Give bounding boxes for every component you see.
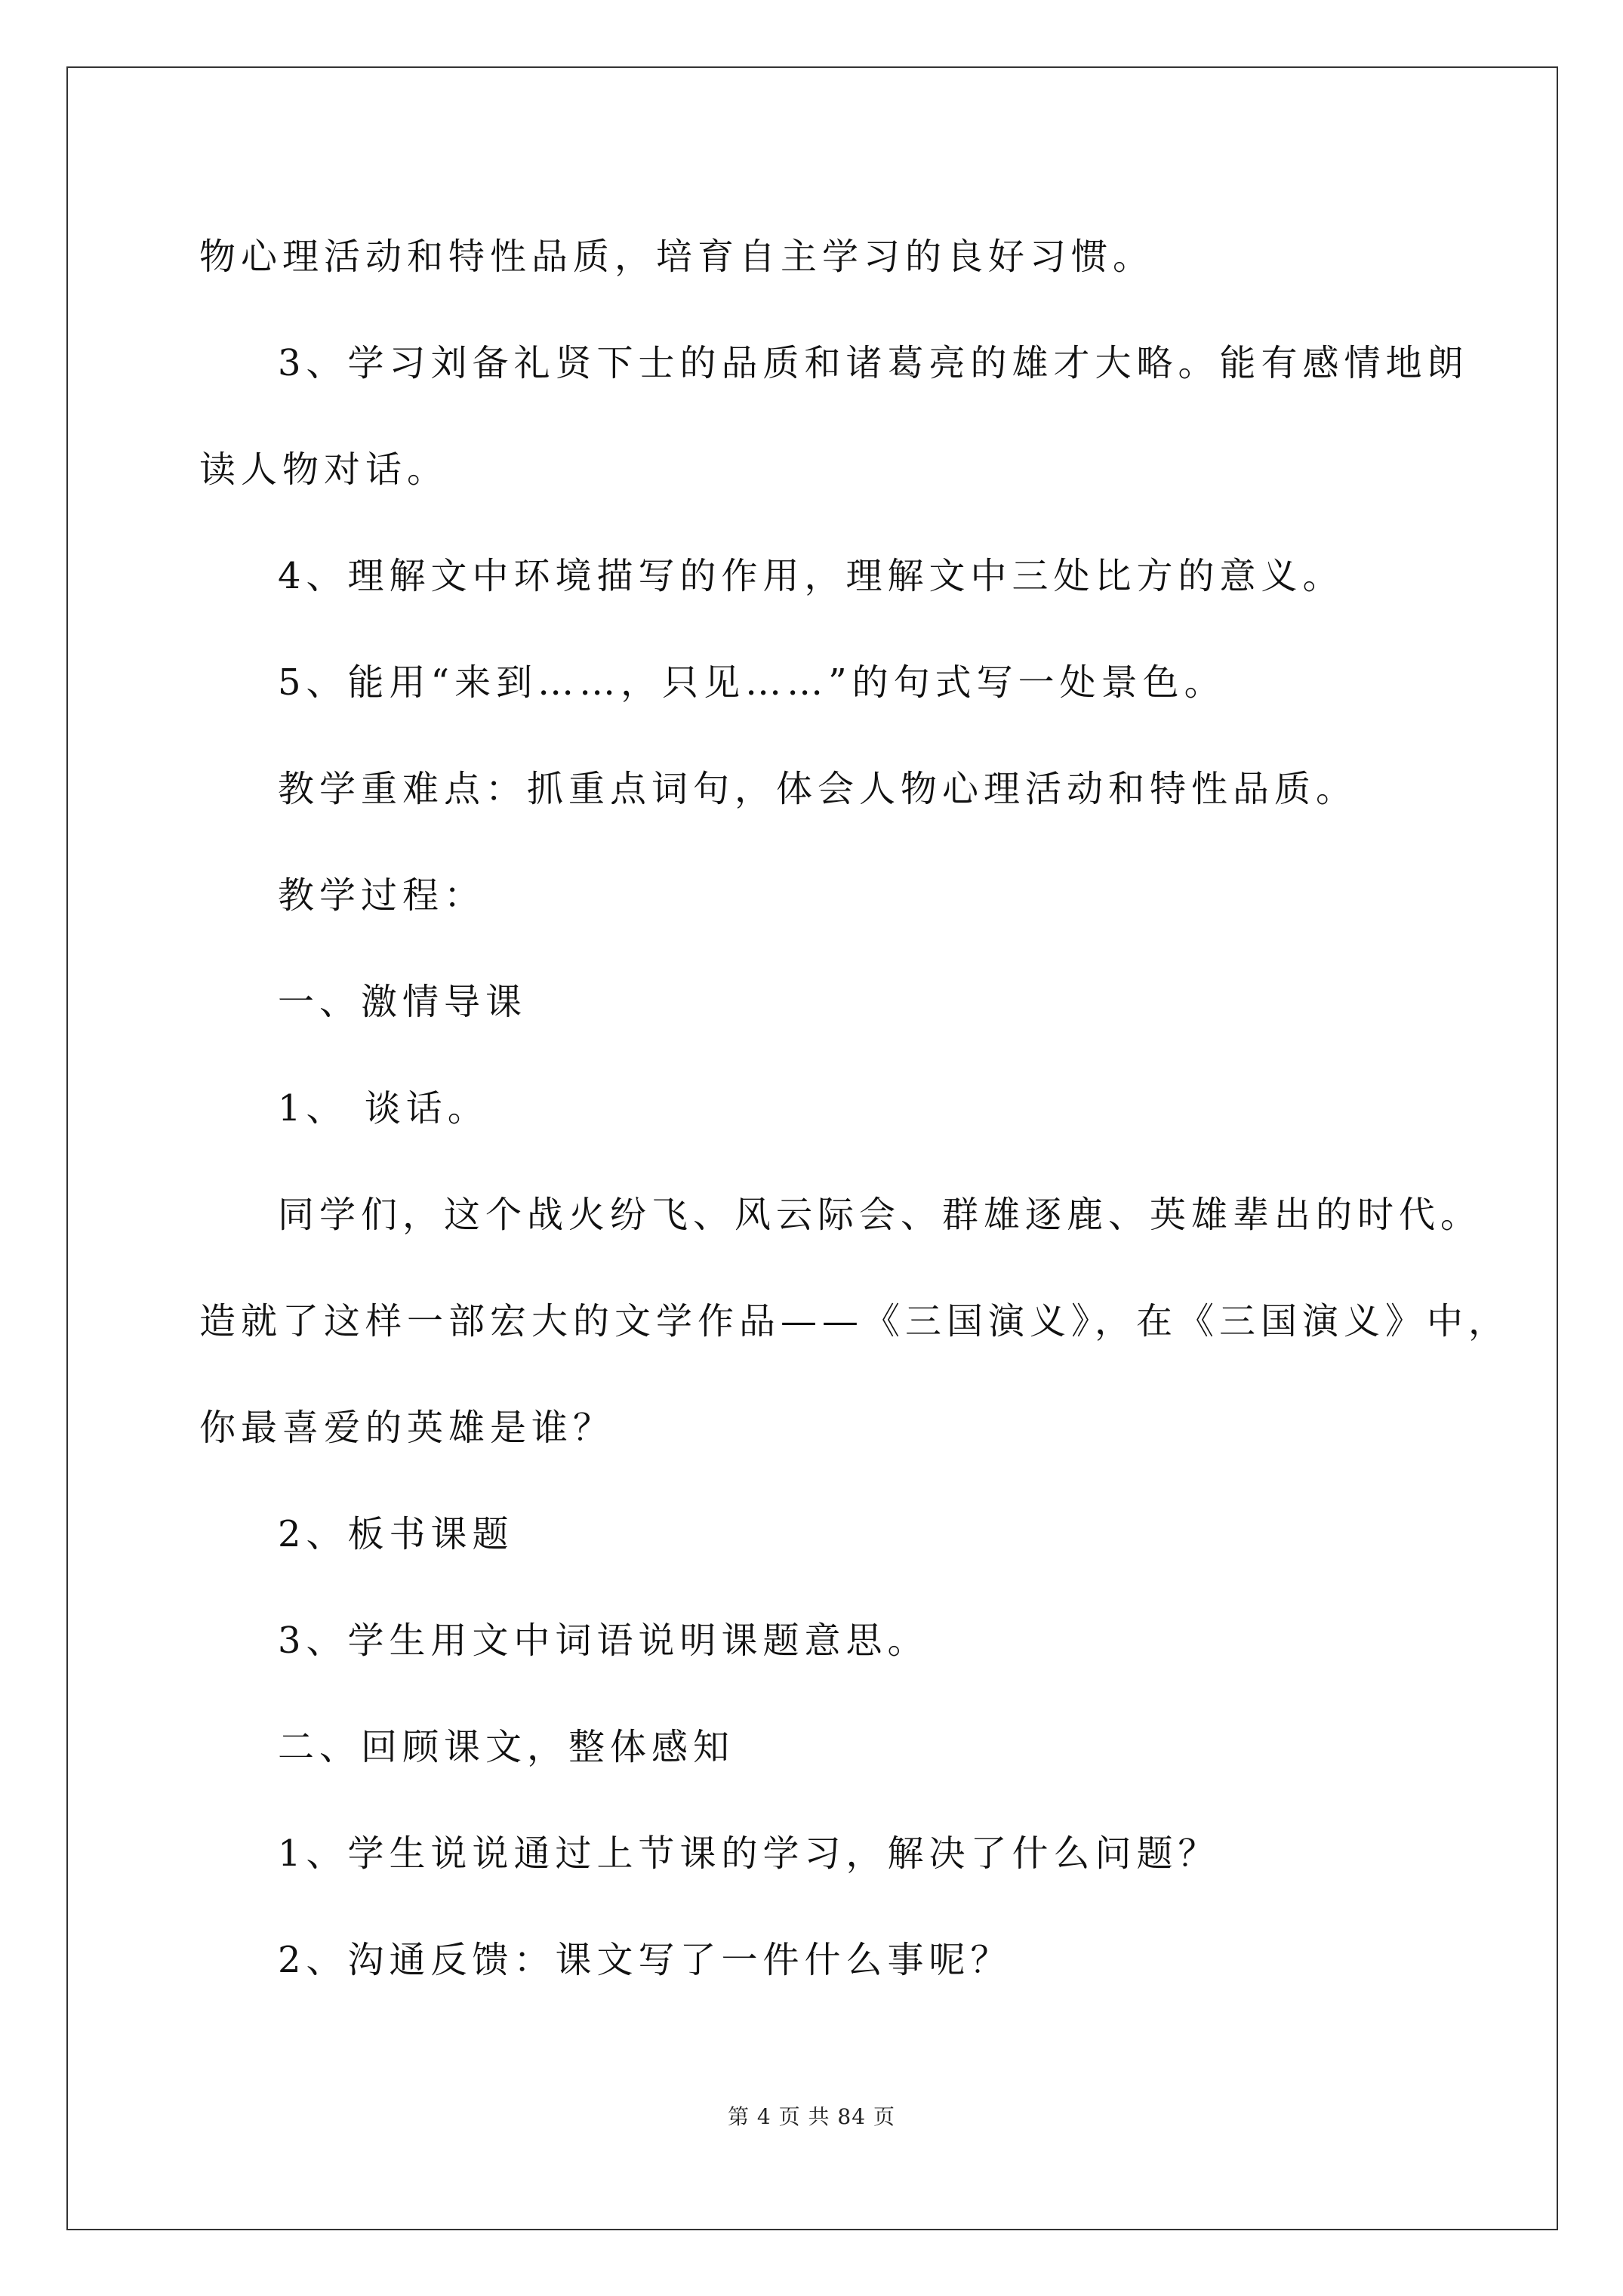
text-line: 同学们，这个战火纷飞、风云际会、群雄逐鹿、英雄辈出的时代。 [278,1194,1483,1236]
text-line: 教学过程： [278,874,486,917]
text-line: 1、学生说说通过上节课的学习，解决了什么问题？ [278,1832,1220,1875]
text-line: 你最喜爱的英雄是谁？ [199,1407,615,1449]
text-line: 5、能用“来到……，只见……”的句式写一处景色。 [278,661,1226,704]
text-line: 3、学生用文中词语说明课题意思。 [278,1620,929,1662]
text-line: 教学重难点：抓重点词句，体会人物心理活动和特性品质。 [278,768,1358,810]
text-line: 4、理解文中环境描写的作用，理解文中三处比方的意义。 [278,555,1344,597]
section-heading: 一、激情导课 [278,981,528,1023]
page-footer: 第 4 页 共 84 页 [728,2104,895,2129]
text-line: 读人物对话。 [199,448,449,491]
text-line: 3、学习刘备礼贤下士的品质和诸葛亮的雄才大略。能有感情地朗 [278,342,1469,384]
document-body [199,204,1511,2014]
text-line: 1、 谈话。 [278,1087,489,1130]
text-line: 物心理活动和特性品质，培育自主学习的良好习惯。 [199,236,1155,278]
text-line: 2、沟通反馈：课文写了一件什么事呢？ [278,1939,1012,1981]
section-heading: 二、回顾课文，整体感知 [278,1726,735,1768]
text-line: 2、板书课题 [278,1513,514,1555]
text-line: 造就了这样一部宏大的文学作品——《三国演义》，在《三国演义》中， [199,1300,1511,1342]
